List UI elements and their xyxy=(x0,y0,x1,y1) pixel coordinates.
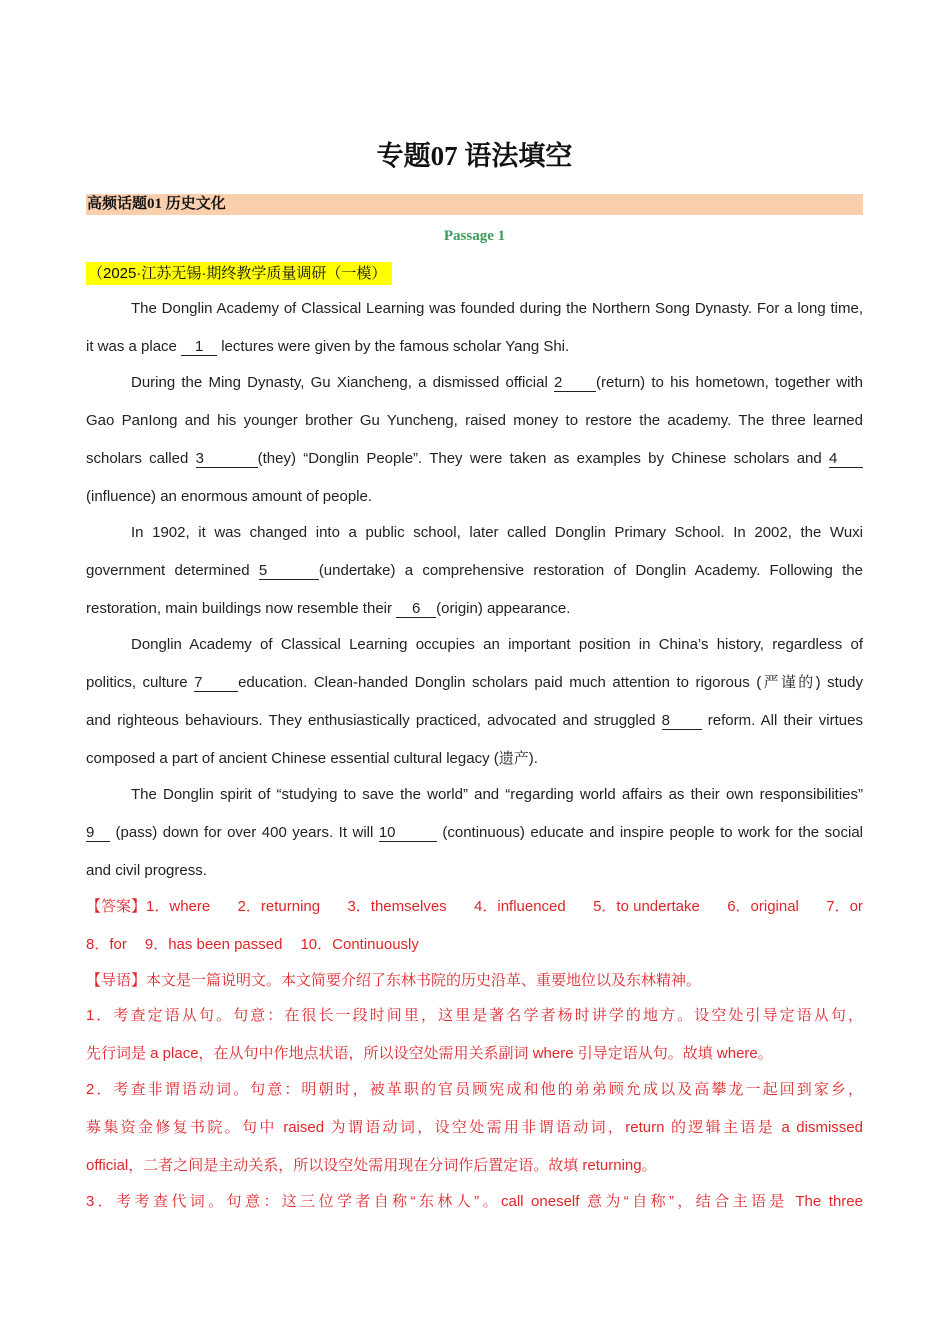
passage-text: lectures were given by the famous scholar Yang Shi. xyxy=(217,338,570,355)
passage-line xyxy=(86,823,863,843)
answer-item: 3．themselves xyxy=(347,898,447,915)
answer-line xyxy=(86,935,863,955)
passage-text: (they) “Donglin People”. They were taken as examples by Chinese scholars and xyxy=(257,450,829,467)
blank-5: 5 xyxy=(259,563,319,580)
source-label: （2025·江苏无锡·期终教学质量调研（一模） xyxy=(86,262,392,285)
blank-2: 2 xyxy=(554,375,596,392)
page-title: 专题07 语法填空 xyxy=(376,141,573,171)
answer-item: 2．returning xyxy=(237,898,321,915)
passage-line xyxy=(86,673,863,693)
passage-text: it was a place xyxy=(86,338,182,355)
passage-text: restoration, main buildings now resemble their xyxy=(86,600,397,617)
passage-line xyxy=(86,337,863,357)
passage-text: (pass) down for over 400 years. It will xyxy=(110,824,379,841)
passage-line: Gao PanIong and his younger brother Gu Yuncheng, raised money to restore the academy. The three learned xyxy=(86,412,863,429)
passage-line xyxy=(86,561,863,581)
passage-line: In 1902, it was changed into a public school, later called Donglin Primary School. In 2002, the Wuxi xyxy=(131,524,863,541)
blank-3: 3 xyxy=(196,451,258,468)
topic-heading: 高频话题01 历史文化 xyxy=(86,194,863,215)
answer-item: 【答案】1．where xyxy=(86,898,211,915)
explanation-line: 1．考查定语从句。句意：在很长一段时间里，这里是著名学者杨时讲学的地方。设空处引导定语从句， xyxy=(86,1007,863,1024)
passage-title: Passage 1 xyxy=(443,228,506,244)
blank-9: 9 xyxy=(86,825,110,842)
passage-line xyxy=(86,711,863,731)
passage-line: (influence) an enormous amount of people. xyxy=(86,488,373,505)
passage-line xyxy=(86,449,863,469)
passage-line: The Donglin spirit of “studying to save the world” and “regarding world affairs as their own responsibilities” xyxy=(131,786,863,803)
passage-text: reform. All their virtues xyxy=(701,712,863,729)
blank-6: 6 xyxy=(396,601,436,618)
blank-8: 8 xyxy=(662,713,702,730)
answer-item: 10．Continuously xyxy=(300,936,419,953)
passage-text: (undertake) a comprehensive restoration of Donglin Academy. Following the xyxy=(318,562,863,579)
passage-text: government determined xyxy=(86,562,259,579)
explanation-line: 先行词是 a place，在从句中作地点状语，所以设空处需用关系副词 where 引导定语从句。故填 where。 xyxy=(86,1045,773,1062)
passage-text: (return) to his hometown, together with xyxy=(596,374,863,391)
guide-text: 本文是一篇说明文。本文简要介绍了东林书院的历史沿革、重要地位以及东林精神。 xyxy=(146,972,702,989)
guide-label: 【导语】 xyxy=(86,972,147,989)
passage-text: During the Ming Dynasty, Gu Xiancheng, a dismissed official xyxy=(131,374,554,391)
answer-label: 【答案】 xyxy=(86,898,147,915)
guide-line xyxy=(86,971,863,991)
explanation-line: 2．考查非谓语动词。句意：明朝时，被革职的官员顾宪成和他的弟弟顾允成以及高攀龙一起回到家乡， xyxy=(86,1081,863,1098)
answer-item: 9．has been passed xyxy=(144,936,283,953)
passage-text: (origin) appearance. xyxy=(436,600,571,617)
passage-line: and civil progress. xyxy=(86,862,207,879)
answer-item: 8．for xyxy=(86,936,127,953)
passage-line xyxy=(86,373,863,393)
passage-text: (continuous) educate and inspire people to work for the social xyxy=(436,824,863,841)
passage-line: Donglin Academy of Classical Learning occupies an important position in China’s history, regardless of xyxy=(131,636,863,653)
passage-line: composed a part of ancient Chinese essential cultural legacy (遗产). xyxy=(86,750,538,767)
passage-text: and righteous behaviours. They enthusiastically practiced, advocated and struggled xyxy=(86,712,662,729)
blank-7: 7 xyxy=(194,675,238,692)
blank-10: 10 xyxy=(379,825,437,842)
blank-4: 4 xyxy=(829,451,863,468)
passage-text: education. Clean-handed Donglin scholars paid much attention to rigorous (严谨的) study xyxy=(238,674,863,691)
answer-item: 5．to undertake xyxy=(593,898,700,915)
passage-line: The Donglin Academy of Classical Learning was founded during the Northern Song Dynasty. For a long time, xyxy=(131,300,863,317)
passage-text: politics, culture xyxy=(86,674,195,691)
explanation-line: 募集资金修复书院。句中 raised 为谓语动词，设空处需用非谓语动词，return 的逻辑主语是 a dismissed xyxy=(86,1119,863,1136)
answer-line xyxy=(86,897,863,917)
passage-text: scholars called xyxy=(86,450,196,467)
passage-line xyxy=(86,599,863,619)
blank-1: 1 xyxy=(181,339,217,356)
answer-item: 7．or xyxy=(826,898,863,915)
explanation-line: official，二者之间是主动关系，所以设空处需用现在分词作后置定语。故填 returning。 xyxy=(86,1157,657,1174)
answer-item: 6．original xyxy=(727,898,799,915)
answer-item: 4．influenced xyxy=(474,898,566,915)
explanation-line: 3．考考查代词。句意：这三位学者自称“东林人”。call oneself 意为“自称”，结合主语是 The three xyxy=(86,1193,863,1210)
